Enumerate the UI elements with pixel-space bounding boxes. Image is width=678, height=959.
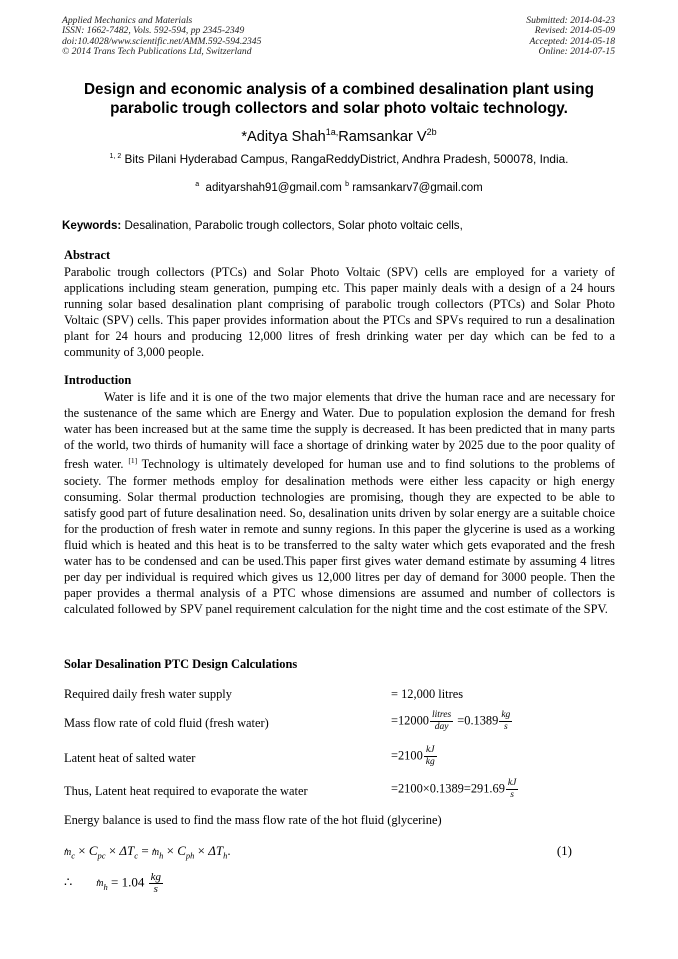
subscript: h — [159, 850, 164, 861]
copyright-line: © 2014 Trans Tech Publications Ltd, Switzerland — [62, 46, 252, 58]
email-b: ramsankarv7@gmail.com — [352, 181, 483, 194]
value-prefix: =2100 — [391, 748, 423, 763]
affiliation-sup: 1, 2 — [109, 153, 122, 161]
calc-label: Thus, Latent heat required to evaporate the water — [64, 784, 308, 798]
subscript: ph — [185, 850, 195, 861]
design-heading: Solar Desalination PTC Design Calculations — [64, 657, 298, 671]
online-date: Online: 2014-07-15 — [538, 46, 615, 58]
abstract-text: Parabolic trough collectors (PTCs) and Solar Photo Voltaic (SPV) cells are employed for a variety of applications including steam generation, pumping etc. This paper mainly deals with a design of a 24 hours running solar based desalination plant comprising of parabolic trough collectors (PTCs) and Solar Photo Voltaic (SPV) cells. This paper provides information about the PTCs and SPVs required to run a desalination plant for 24 hours and producing 12,000 litres of fresh drinking water per day which can be fed to a community of 3,000 people. — [64, 265, 615, 360]
fraction-numerator: kJ — [424, 745, 437, 757]
keywords-text: Desalination, Parabolic trough collectors, Solar photo voltaic cells, — [121, 219, 463, 232]
equation-result — [64, 872, 572, 895]
therefore-symbol: ∴ — [64, 874, 73, 890]
author-1: *Aditya Shah — [241, 128, 326, 145]
keywords — [62, 219, 616, 232]
keywords-label: Keywords: — [62, 219, 122, 232]
introduction-text — [64, 389, 615, 617]
fraction-numerator: litres — [431, 710, 452, 720]
accepted-date: Accepted: 2014-05-18 — [529, 35, 615, 47]
doi-line: doi:10.4028/www.scientific.net/AMM.592-594.2345 — [62, 35, 262, 47]
value-prefix: =2100×0.1389=291.69 — [391, 781, 505, 796]
intro-part-2: Technology is ultimately developed for human use and to find solutions to the problems of society. The former methods employ for desalination methods were either less capacity or high energy consuming. Solar thermal production technologies are promising, though they are expected to be able to satisfy good part of future desalination need. So, desalination units driven by solar energy are a suitable choice for the production of fresh water in remote and sunny regions. In this paper the glycerine is used as a working fluid which is heated and this heat is to be transferred to the salty water which gets evaporated and the fresh water has to be condensed and can be used.This paper first gives water demand estimate by assuming 4 litres per day per individual is required which gives us 12,000 litres per day of demand for 3000 people. Then the paper provides a thermal analysis of a PTC whose dimensions are assumed and number of collectors is calculated followed by SPV panel requirement calculation for the night time and the cost estimate of the SPV. — [64, 457, 615, 617]
affiliation-text: Bits Pilani Hyderabad Campus, RangaReddyDistrict, Andhra Pradesh, 500078, India. — [121, 152, 569, 166]
subscript: c — [134, 850, 139, 861]
fraction-denominator: kg — [425, 757, 435, 767]
email-a-sup: a — [195, 181, 200, 188]
heat-capacity-symbol: C — [88, 843, 98, 858]
calc-label: Mass flow rate of cold fluid (fresh water) — [64, 716, 269, 730]
submission-dates — [526, 16, 615, 58]
equals-symbol: = — [138, 843, 152, 858]
fraction — [149, 872, 163, 895]
calc-value — [391, 778, 519, 801]
fraction-denominator: s — [510, 790, 514, 800]
author-1-sup: 1a, — [325, 127, 339, 137]
fraction-numerator: kJ — [507, 778, 517, 788]
delta-t-symbol: ΔT — [208, 843, 224, 858]
title-line-2: parabolic trough collectors and solar photo voltaic technology. — [110, 100, 568, 117]
author-2-sup: 2b — [426, 127, 437, 137]
issn-line: ISSN: 1662-7482, Vols. 592-594, pp 2345-2349 — [62, 25, 245, 37]
abstract-heading: Abstract — [64, 248, 111, 262]
fraction-denominator: s — [153, 883, 158, 895]
equation-number: (1) — [556, 843, 572, 858]
heat-capacity-symbol: C — [177, 843, 186, 858]
fraction-denominator: day — [434, 722, 449, 732]
affiliation — [0, 152, 678, 166]
times-symbol: × — [105, 843, 120, 858]
calc-value — [391, 745, 438, 768]
revised-date: Revised: 2014-05-09 — [534, 25, 615, 37]
times-symbol: × — [194, 843, 209, 858]
subscript: h — [103, 882, 108, 893]
fraction — [424, 745, 437, 768]
equation-1 — [64, 843, 572, 861]
calc-value — [391, 710, 513, 733]
result-value: = 1.04 — [107, 874, 148, 890]
email-a: adityarshah91@gmail.com — [205, 181, 342, 194]
mass-flow-symbol: . m — [96, 878, 103, 889]
citation-1: [1] — [128, 456, 138, 466]
value-mid: =0.1389 — [457, 713, 499, 728]
calc-label: Latent heat of salted water — [64, 751, 196, 765]
subscript: c — [71, 850, 76, 861]
fraction-numerator: kg — [150, 871, 161, 883]
energy-balance-label: Energy balance is used to find the mass flow rate of the hot fluid (glycerine) — [64, 813, 442, 827]
title-line-1: Design and economic analysis of a combined desalination plant using — [84, 81, 594, 98]
intro-part-1: Water is life and it is one of the two major elements that drive the human race and are necessary for the sustenance of the same which are Energy and Water. Due to population explosion the demand for fresh water has been increased but at the same time the supply is decreased. It has been predicted that in many parts of the world, two thirds of humanity will face a shortage of drinking water by 2025 due to the poor quality of fresh water. — [64, 390, 615, 472]
fraction — [499, 710, 512, 733]
paper-title — [40, 80, 638, 118]
fraction-denominator: s — [503, 722, 508, 732]
calc-label: Required daily fresh water supply — [64, 687, 232, 701]
subscript: pc — [97, 850, 106, 861]
fraction — [506, 778, 518, 801]
submitted-date: Submitted: 2014-04-23 — [526, 15, 615, 26]
subscript: h — [223, 850, 228, 861]
journal-name: Applied Mechanics and Materials — [62, 15, 193, 26]
introduction-heading: Introduction — [64, 373, 132, 387]
fraction-numerator: kg — [501, 710, 511, 720]
mass-flow-symbol: . m — [152, 847, 159, 858]
author-emails — [0, 181, 678, 194]
period: . — [227, 843, 231, 858]
times-symbol: × — [75, 843, 89, 858]
calc-value: = 12,000 litres — [391, 687, 464, 701]
journal-info — [62, 16, 261, 58]
value-prefix: =12000 — [391, 713, 429, 728]
delta-t-symbol: ΔT — [119, 843, 135, 858]
mass-flow-symbol: . m — [64, 847, 71, 858]
fraction — [430, 710, 453, 733]
times-symbol: × — [163, 843, 178, 858]
author-list — [0, 123, 678, 146]
email-b-sup: b — [345, 181, 349, 188]
author-2: Ramsankar V — [338, 128, 427, 145]
